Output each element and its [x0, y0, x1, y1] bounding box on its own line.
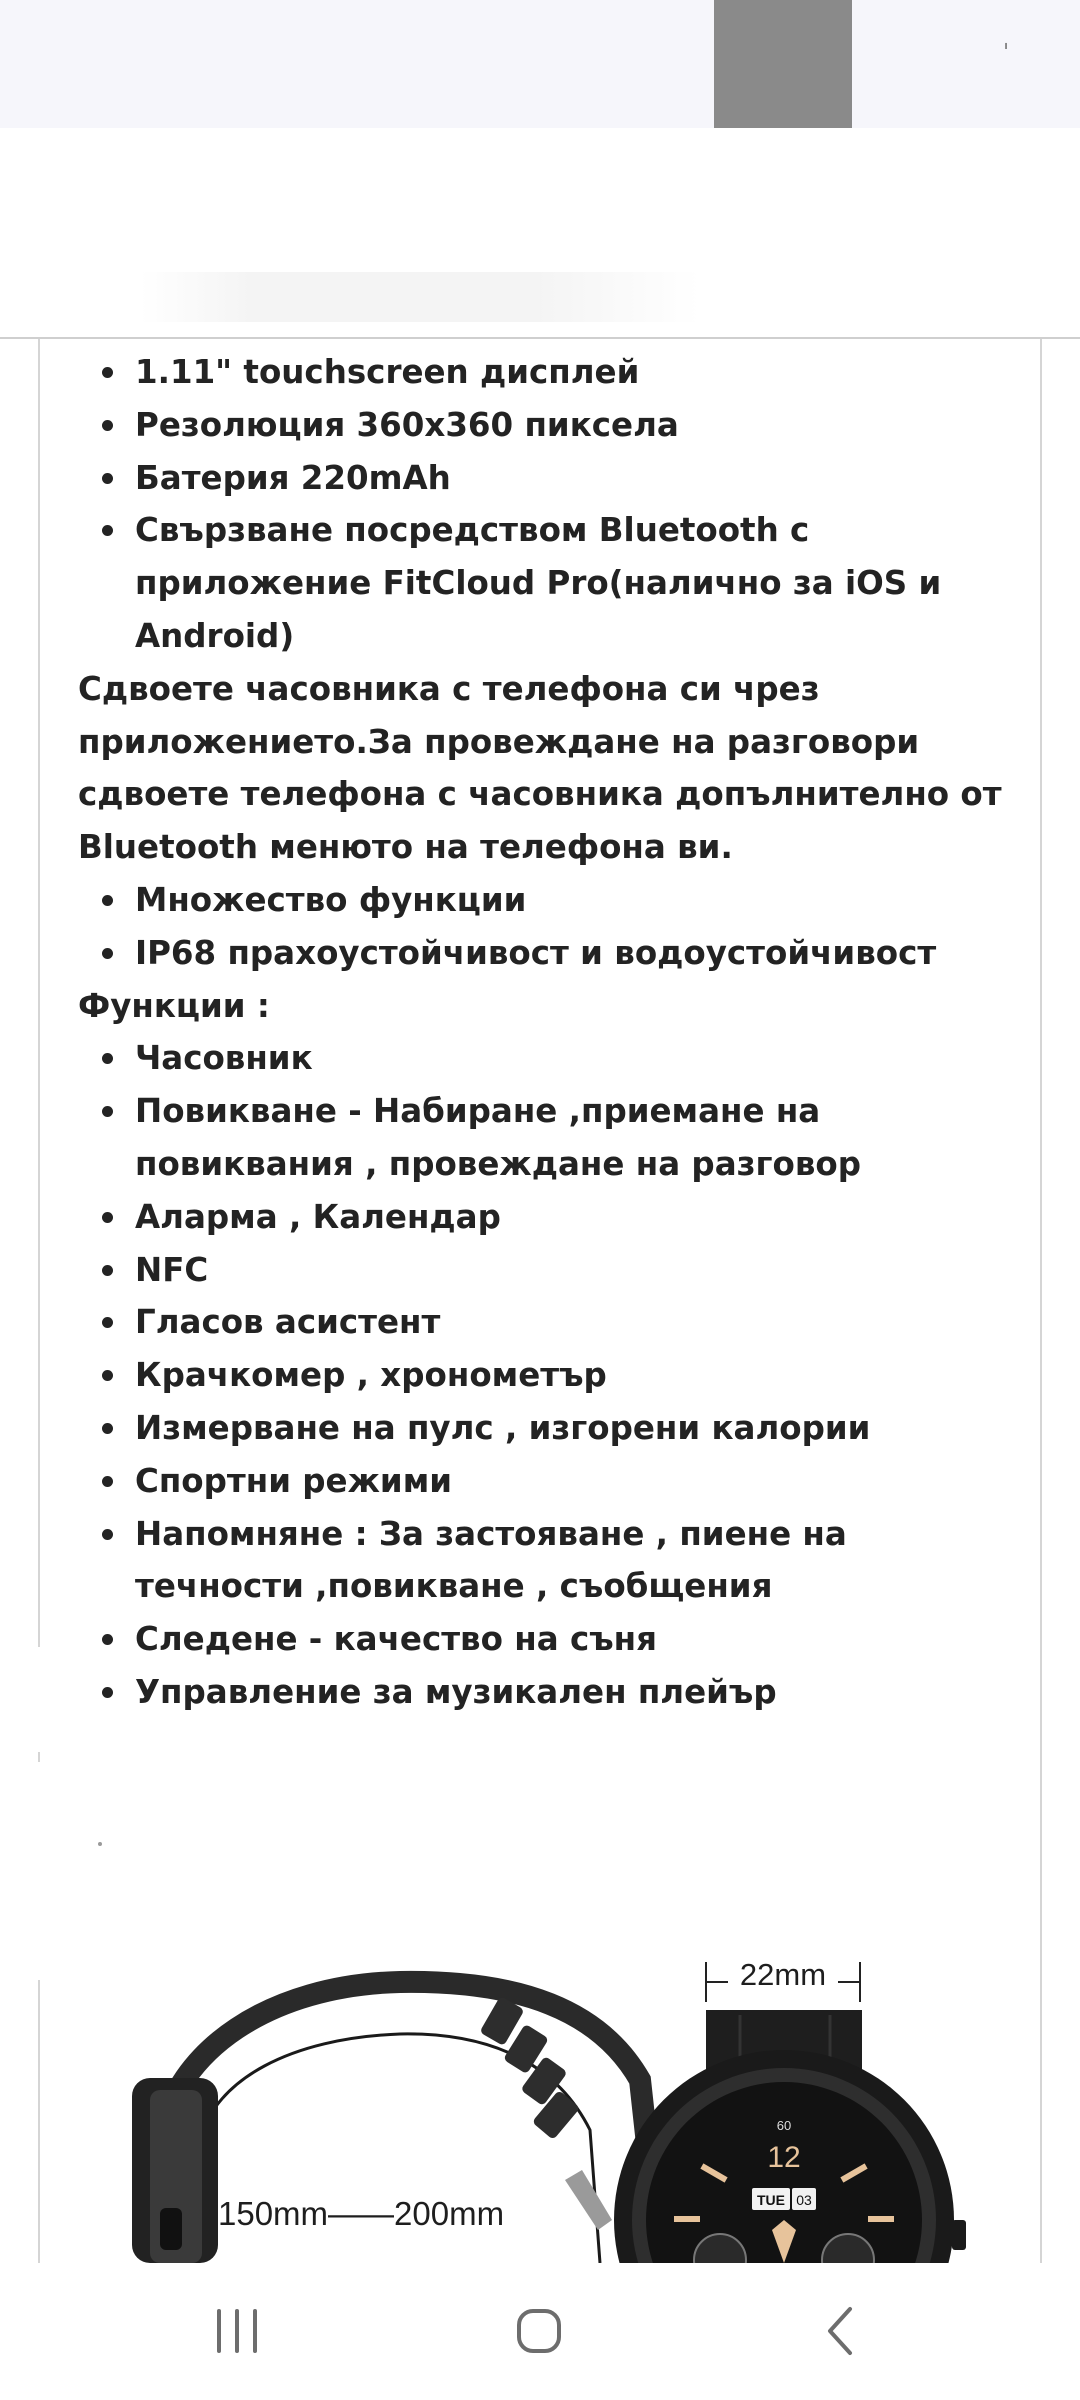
list-item: Свързване посредством Bluetooth с приложение FitCloud Pro(налично за iOS и Android)	[78, 504, 1018, 662]
list-item: Батерия 220mAh	[78, 452, 1018, 505]
back-button[interactable]	[800, 2291, 880, 2371]
border-tick	[38, 1752, 40, 1762]
watch-side-view	[132, 1982, 660, 2263]
product-image	[0, 1930, 1080, 2263]
list-item: 1.11" touchscreen дисплей	[78, 346, 1018, 399]
list-item: Следене - качество на съня	[78, 1613, 1018, 1666]
content-border-left	[38, 339, 40, 1647]
top-header-area	[0, 0, 1080, 128]
extra-list	[78, 874, 1018, 980]
list-item: Часовник	[78, 1032, 1018, 1085]
list-item: Крачкомер , хронометър	[78, 1349, 1018, 1402]
watch-front-view	[614, 1955, 966, 2263]
wrist-range-label: 150mm——200mm	[218, 2195, 505, 2232]
list-item: Повикване - Набиране ,приемане на повиквания , провеждане на разговор	[78, 1085, 1018, 1191]
functions-heading: Функции :	[78, 986, 270, 1025]
home-button[interactable]	[499, 2291, 579, 2371]
recent-apps-icon	[197, 2291, 277, 2371]
list-item: Резолюция 360х360 пиксела	[78, 399, 1018, 452]
stray-dot	[98, 1842, 102, 1846]
list-item: Множество функции	[78, 874, 1018, 927]
dial-hour-label: 12	[767, 2141, 801, 2174]
list-item: IP68 прахоустойчивост и водоустойчивост	[78, 927, 1018, 980]
faded-banner	[140, 272, 700, 322]
list-item: Аларма , Календар	[78, 1191, 1018, 1244]
back-icon	[800, 2291, 880, 2371]
home-icon	[499, 2291, 579, 2371]
list-item: Спортни режими	[78, 1455, 1018, 1508]
pairing-paragraph: Сдвоете часовника с телефона си чрез приложението.За провеждане на разговори сдвоете телефона с часовника допълнително от Bluetooth менюто на телефона ви.	[78, 669, 1002, 867]
list-item: Напомняне : За застояване , пиене на течности ,повикване , съобщения	[78, 1508, 1018, 1614]
image-placeholder	[714, 0, 852, 128]
header-divider	[0, 337, 1080, 339]
list-item: Измерване на пулс , изгорени калории	[78, 1402, 1018, 1455]
strap-width-label: 22mm	[739, 1957, 827, 1992]
recent-apps-button[interactable]	[197, 2291, 277, 2371]
list-item: NFC	[78, 1244, 1018, 1297]
specs-list	[78, 346, 1018, 663]
product-description	[78, 346, 1018, 1719]
list-item: Гласов асистент	[78, 1296, 1018, 1349]
list-item: Управление за музикален плейър	[78, 1666, 1018, 1719]
functions-list	[78, 1032, 1018, 1718]
cursor-mark: ˈ	[1003, 41, 1010, 66]
dial-date-label: 03	[796, 2192, 812, 2208]
dial-minute-label: 60	[776, 2118, 792, 2133]
system-navigation-bar	[0, 2263, 1080, 2400]
dial-day-label: TUE	[757, 2192, 785, 2208]
